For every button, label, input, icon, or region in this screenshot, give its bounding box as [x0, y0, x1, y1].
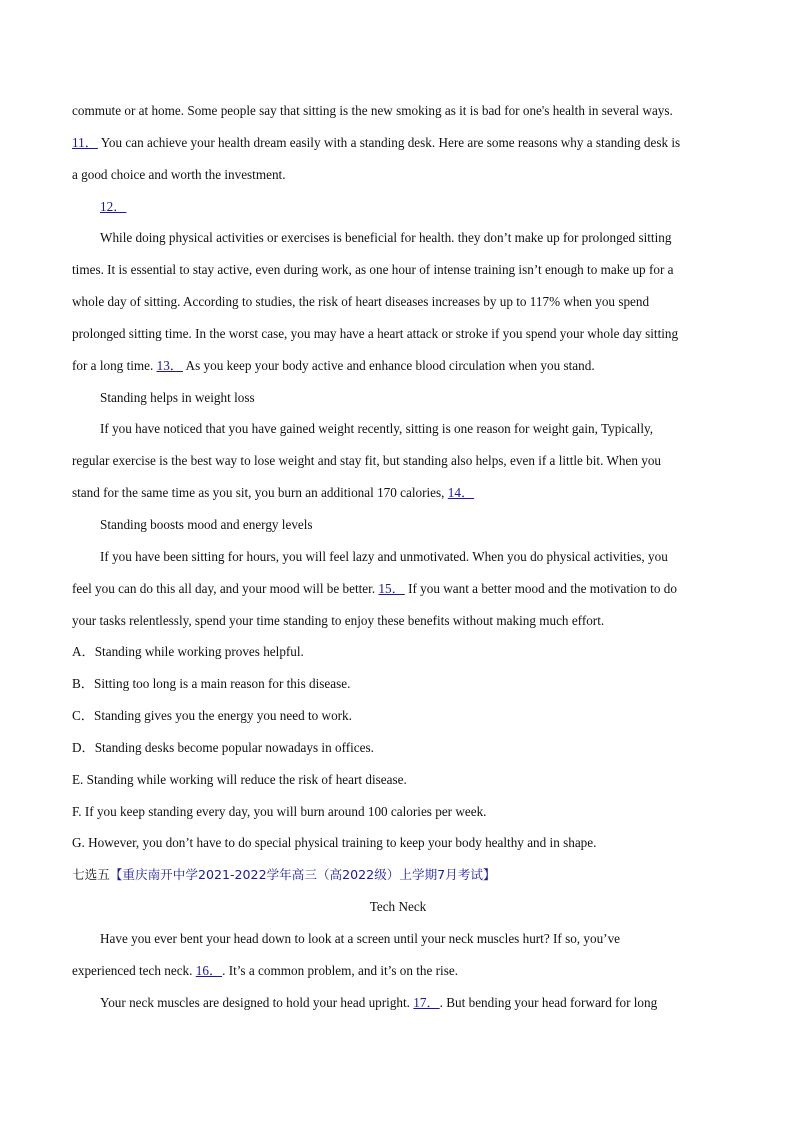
option-e: [72, 764, 724, 796]
paragraph-text: As you keep your body active and enhance blood circulation when you stand.: [182, 357, 595, 373]
option-c: [72, 700, 724, 732]
paragraph-text: You can achieve your health dream easily with a standing desk. Here are some reasons why a standing desk is: [97, 134, 681, 150]
text-line: [72, 127, 724, 159]
blank-14: 14．: [447, 485, 475, 501]
heading-text: Standing helps in weight loss: [100, 389, 255, 405]
blank-11: 11．: [72, 134, 98, 150]
paragraph-text: While doing physical activities or exercises is beneficial for health. they don’t make up for prolonged sitting: [100, 230, 672, 246]
paragraph-text: Your neck muscles are designed to hold your head upright.: [100, 994, 414, 1010]
text-line: [72, 445, 724, 477]
title-text: Tech Neck: [369, 899, 427, 915]
text-line: [72, 605, 724, 637]
text-line: [72, 254, 724, 286]
option-text: If you keep standing every day, you will burn around 100 calories per week.: [84, 803, 487, 819]
option-text: Standing gives you the energy you need to work.: [93, 708, 352, 724]
paragraph-text: experienced tech neck.: [72, 962, 196, 978]
text-line: [72, 159, 724, 191]
option-text: Sitting too long is a main reason for this disease.: [93, 676, 351, 692]
blank-13: 13．: [156, 357, 183, 373]
paragraph-text: your tasks relentlessly, spend your time standing to enjoy these benefits without making much effort.: [72, 612, 605, 628]
paragraph-text: If you have noticed that you have gained weight recently, sitting is one reason for weight gain, Typically,: [100, 421, 654, 437]
option-b: [72, 668, 724, 700]
option-g: [72, 827, 724, 859]
option-text: However, you don’t have to do special physical training to keep your body healthy and in shape.: [88, 835, 597, 851]
text-line: [72, 413, 724, 445]
paragraph-text: regular exercise is the best way to lose weight and stay fit, but standing also helps, even if a little bit. When you: [72, 453, 662, 469]
paragraph-text: prolonged sitting time. In the worst case, you may have a heart attack or stroke if you spend your whole day sitting: [72, 325, 679, 341]
paragraph-text: If you want a better mood and the motivation to do: [404, 580, 677, 596]
text-line: [72, 541, 724, 573]
text-line: [72, 286, 724, 318]
source-citation: 【重庆南开中学2021-2022学年高三（高2022级）上学期7月考试】: [109, 867, 496, 883]
paragraph-text: Have you ever bent your head down to look at a screen until your neck muscles hurt? If so, you’ve: [100, 930, 621, 946]
passage-title: [72, 891, 724, 923]
paragraph-text: . But bending your head forward for long: [439, 994, 658, 1010]
paragraph-text: feel you can do this all day, and your mood will be better.: [72, 580, 379, 596]
paragraph-text: times. It is essential to stay active, even during work, as one hour of intense training isn’t enough to make up for a: [72, 262, 674, 278]
option-letter: A．: [72, 644, 95, 660]
text-run: [72, 127, 680, 159]
section-source-line: [72, 859, 724, 891]
text-line: [72, 477, 724, 509]
option-letter: B．: [72, 676, 94, 692]
section-label: 七选五: [72, 867, 110, 883]
option-letter: D．: [72, 739, 95, 755]
option-f: [72, 796, 724, 828]
option-letter: C．: [72, 708, 94, 724]
paragraph-text: a good choice and worth the investment.: [72, 166, 286, 182]
option-text: Standing desks become popular nowadays in offices.: [94, 739, 374, 755]
option-a: [72, 636, 724, 668]
text-line: [72, 350, 724, 382]
paragraph-text: commute or at home. Some people say that sitting is the new smoking as it is bad for one's health in several ways.: [72, 103, 673, 118]
option-letter: E.: [72, 771, 87, 787]
document-page: [72, 95, 724, 1018]
option-letter: G.: [72, 835, 89, 851]
text-line: [72, 318, 724, 350]
section-heading: [72, 382, 724, 414]
text-line: [72, 923, 724, 955]
text-line: [72, 987, 724, 1019]
blank-15: 15．: [378, 580, 405, 596]
paragraph-text: for a long time.: [72, 357, 157, 373]
blank-17: 17．: [413, 994, 440, 1010]
option-text: Standing while working proves helpful.: [94, 644, 304, 660]
option-text: Standing while working will reduce the risk of heart disease.: [86, 771, 407, 787]
option-d: [72, 732, 724, 764]
text-line: [72, 222, 724, 254]
paragraph-text: If you have been sitting for hours, you will feel lazy and unmotivated. When you do physical activities, you: [100, 548, 668, 564]
text-line: [72, 955, 724, 987]
text-line: [72, 191, 724, 223]
option-letter: F.: [72, 803, 85, 819]
blank-16: 16．: [195, 962, 223, 978]
paragraph-text: . It’s a common problem, and it’s on the rise.: [222, 962, 458, 978]
paragraph-text: stand for the same time as you sit, you burn an additional 170 calories,: [72, 485, 448, 501]
section-heading: [72, 509, 724, 541]
heading-text: Standing boosts mood and energy levels: [100, 516, 313, 532]
blank-12: 12．: [100, 198, 127, 214]
text-line: [72, 95, 724, 127]
paragraph-text: whole day of sitting. According to studies, the risk of heart diseases increases by up to 117% when you spend: [72, 294, 650, 310]
text-line: [72, 573, 724, 605]
